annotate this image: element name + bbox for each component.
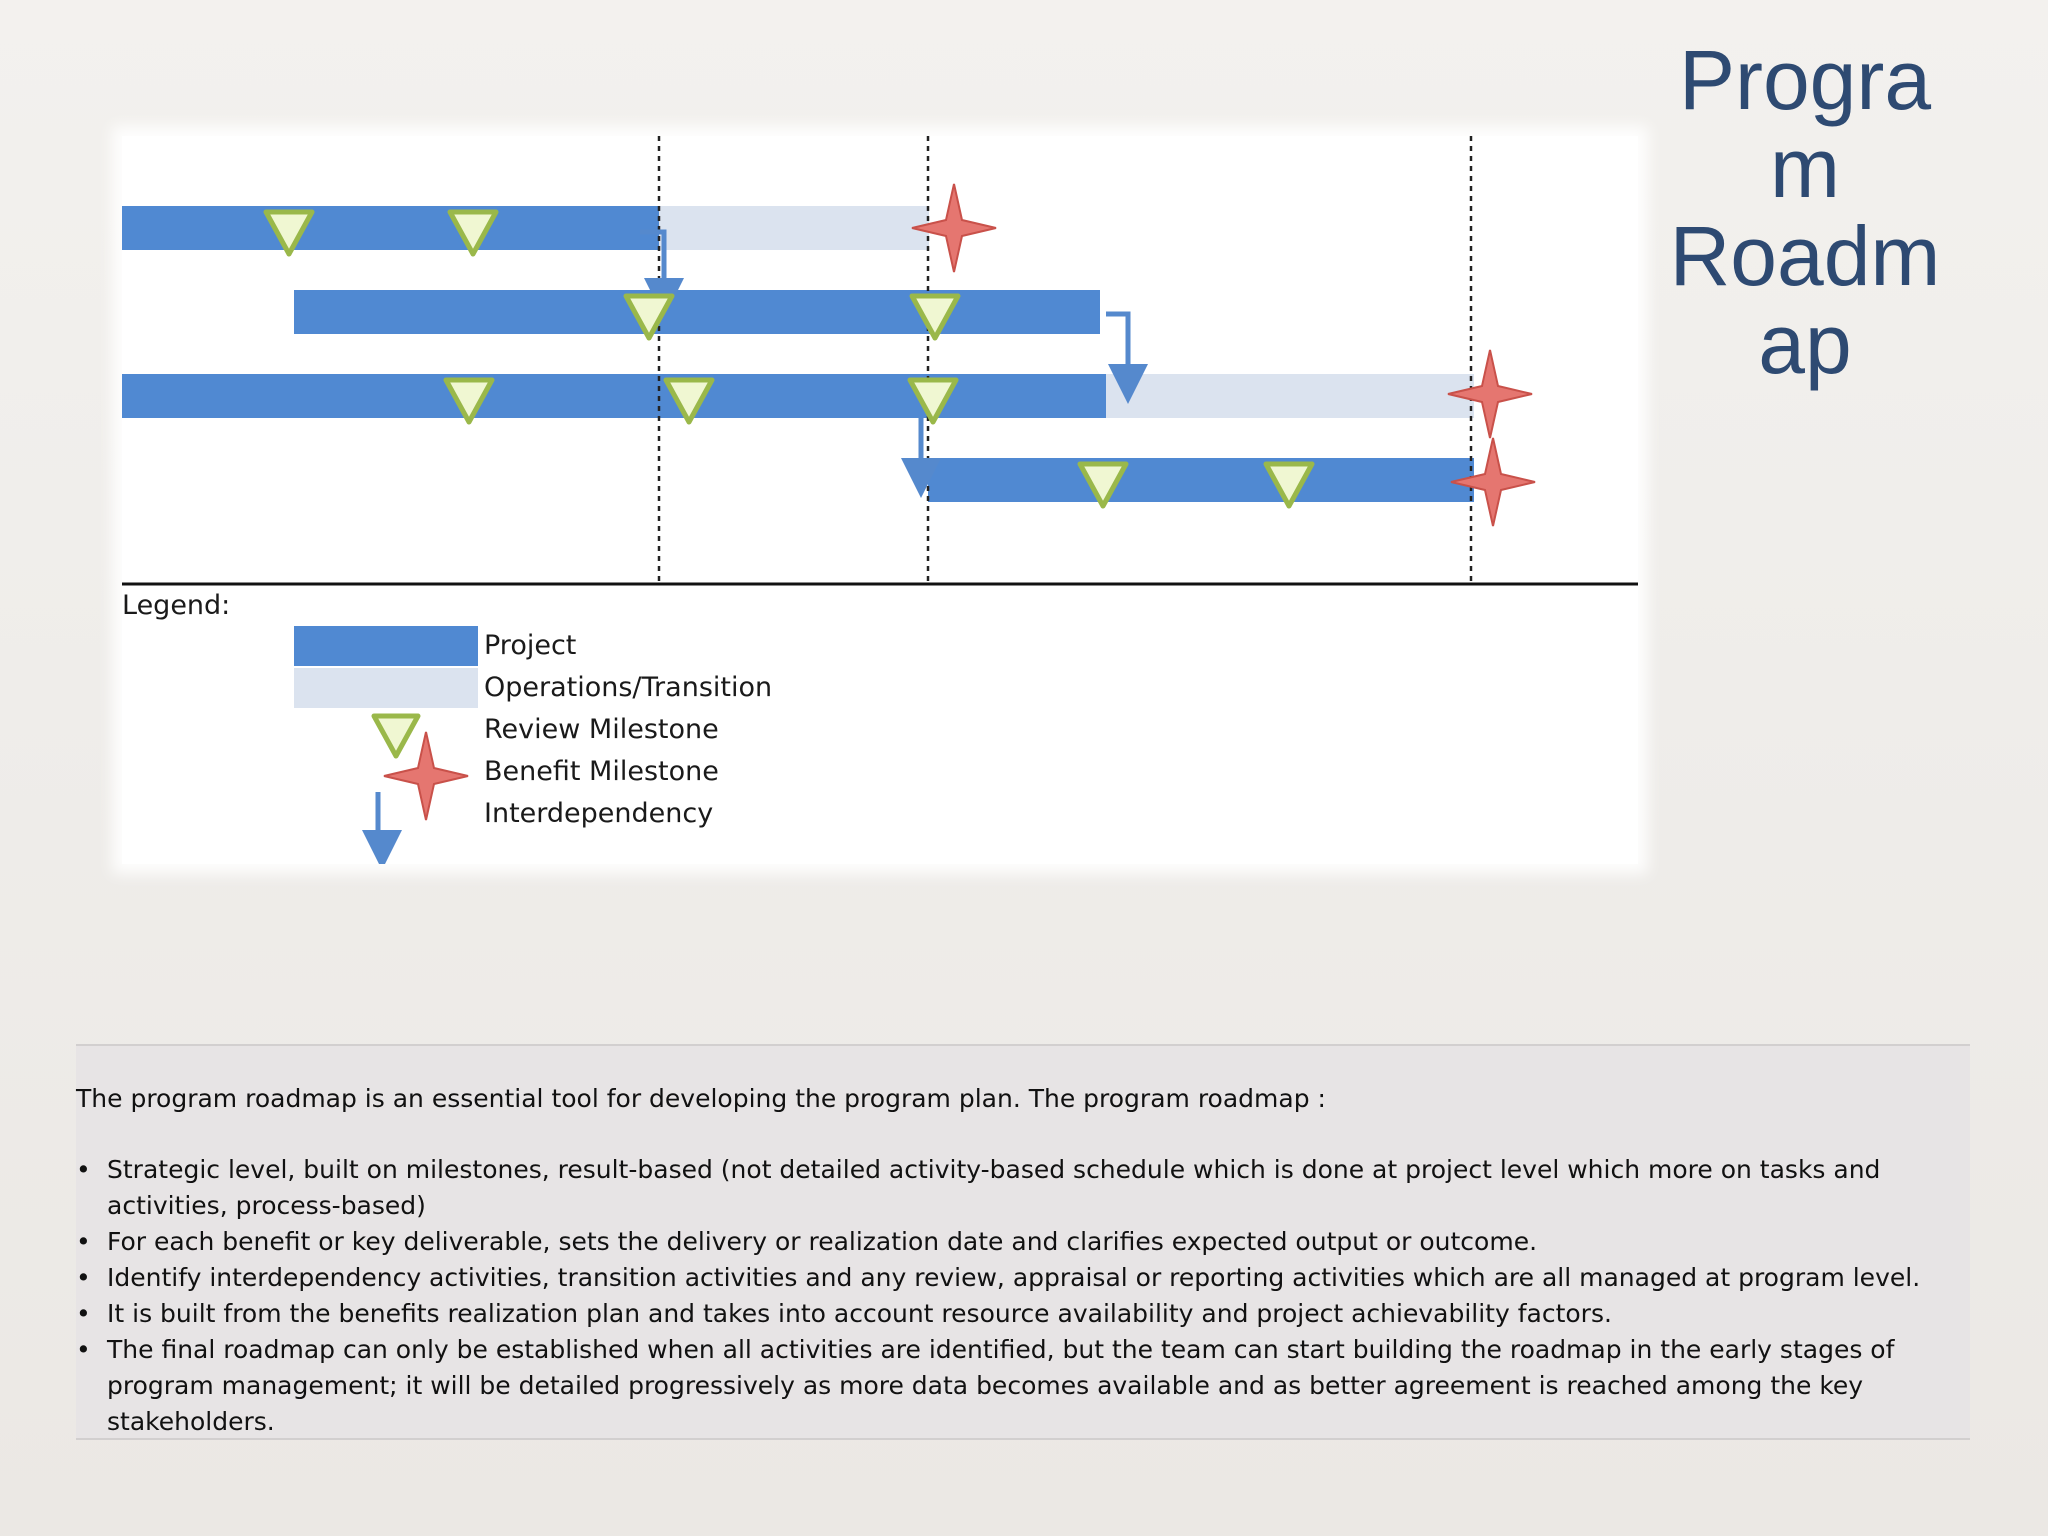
legend-label-operations: Operations/Transition [484, 672, 773, 703]
legend-review-milestone-icon [374, 716, 418, 756]
benefit-milestone-icon [1451, 438, 1535, 526]
legend-label-project: Project [484, 630, 577, 661]
roadmap-diagram-panel [122, 136, 1638, 864]
legend-label-interdependency: Interdependency [484, 798, 714, 829]
benefit-milestone-icon [1448, 350, 1532, 438]
notes-list [76, 1152, 1966, 1440]
project-bar [294, 290, 1100, 334]
legend-project-swatch [294, 626, 478, 666]
notes-bullet: • Identify interdependency activities, transition activities and any review, appraisal or reporting activities which are all managed at program level. [76, 1260, 1966, 1296]
notes-bullet: • It is built from the benefits realization plan and takes into account resource availability and project achievability factors. [76, 1296, 1966, 1332]
legend-interdependency-arrow [378, 792, 382, 836]
legend-label-review-milestone: Review Milestone [484, 714, 719, 745]
roadmap-diagram [122, 136, 1638, 864]
notes-bullet: • Strategic level, built on milestones, result-based (not detailed activity-based schedule which is done at project level which more on tasks and activities, process-based) [76, 1152, 1966, 1224]
slide-title-line: Roadm [1669, 209, 1941, 303]
operations-bar [659, 206, 929, 250]
operations-bar [1106, 374, 1474, 418]
notes-panel [76, 1044, 1970, 1440]
notes-bullet: • For each benefit or key deliverable, sets the delivery or realization date and clarifies expected output or outcome. [76, 1224, 1966, 1260]
benefit-milestone-icon [912, 184, 996, 272]
legend-label-benefit-milestone: Benefit Milestone [484, 756, 719, 787]
interdependency-arrow [1106, 314, 1128, 384]
notes-bullet: • The final roadmap can only be established when all activities are identified, but the team can start building the roadmap in the early stages of program management; it will be detailed progressively as more data becomes available and as better agreement is reached among the key stakeholders. [76, 1332, 1966, 1440]
legend-operations-swatch [294, 668, 478, 708]
project-bar [928, 458, 1474, 502]
slide-title-line: Progra [1678, 33, 1932, 127]
notes-intro: The program roadmap is an essential tool for developing the program plan. The program roadmap : [76, 1084, 1326, 1113]
slide-title-line: ap [1758, 297, 1852, 391]
slide-title [1640, 33, 1970, 391]
slide-title-line: m [1770, 121, 1840, 215]
legend-title: Legend: [122, 590, 231, 621]
project-bar [122, 206, 659, 250]
